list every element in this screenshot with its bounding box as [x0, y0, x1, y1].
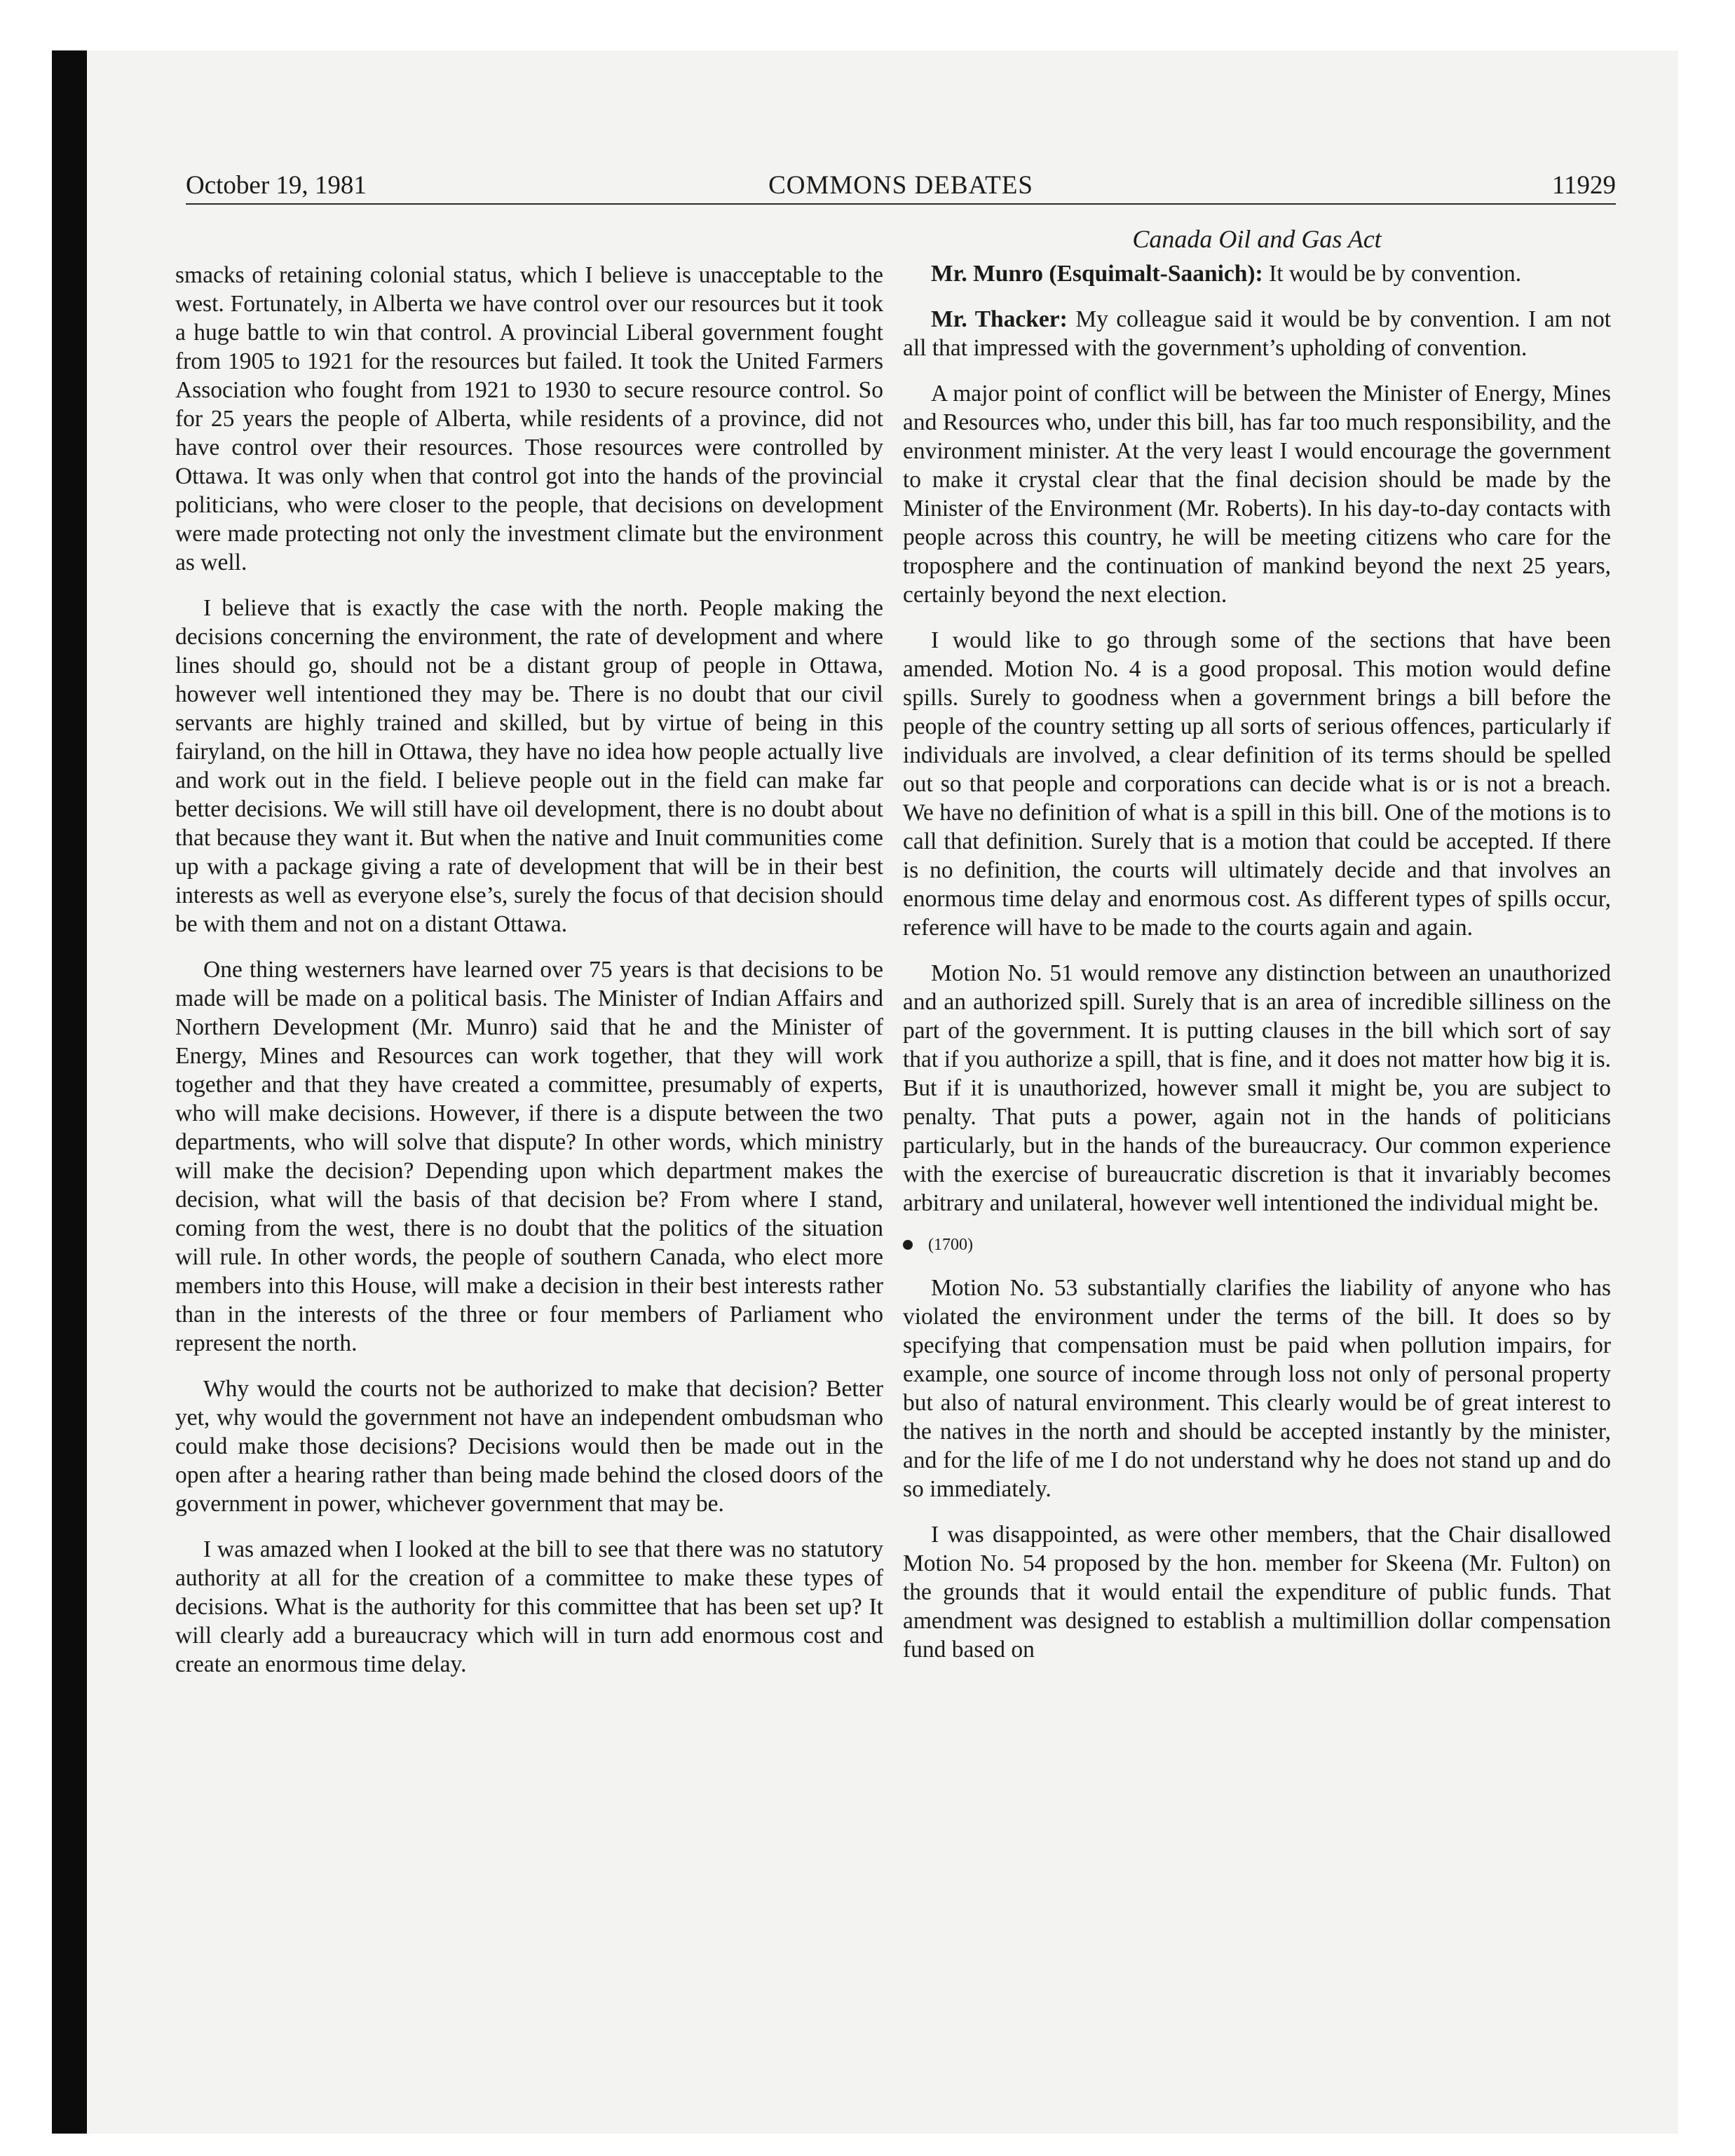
speech-text: It would be by convention.: [1269, 261, 1522, 287]
paragraph: smacks of retaining colonial status, which I believe is unacceptable to the west. Fortunately, in Alberta we have control over our resources but it took a huge battle to win that control. A provincial Liberal government fought from 1905 to 1921 for the resources but failed. It took the United Farmers Association who fought from 1921 to 1930 to secure resource control. So for 25 years the people of Alberta, while residents of a province, did not have control over their resources. Those resources were controlled by Ottawa. It was only when that control got into the hands of the provincial politicians, who were closer to the people, that decisions on development were made protecting not only the investment climate but the environment as well.: [175, 262, 883, 575]
paragraph: Why would the courts not be authorized to make that decision? Better yet, why would the government not have an independent ombudsman who could make those decisions? Decisions would then be made out in the open after a hearing rather than being made behind the closed doors of the government in power, whichever government that may be.: [175, 1376, 883, 1517]
header-date: October 19, 1981: [186, 171, 367, 200]
running-head: [186, 165, 1616, 205]
speech-paragraph: [903, 259, 1611, 288]
speech-paragraph: [903, 305, 1611, 362]
paragraph: A major point of conflict will be between the Minister of Energy, Mines and Resources who, under this bill, has far too much responsibility, and the environment minister. At the very least I would encourage the government to make it crystal clear that the final decision should be made by the Minister of the Environment (Mr. Roberts). In his day-to-day contacts with people across this country, he will be meeting citizens who care for the troposphere and the continuation of mankind beyond the next 25 years, certainly beyond the next election.: [903, 381, 1611, 608]
page-number: 11929: [1551, 171, 1616, 200]
bullet-icon: [903, 1240, 913, 1250]
paragraph: One thing westerners have learned over 75 years is that decisions to be made will be made on a political basis. The Minister of Indian Affairs and Northern Development (Mr. Munro) said that he and the Minister of Energy, Mines and Resources can work together, that they will work together and that they have created a committee, presumably of experts, who will make decisions. However, if there is a dispute between the two departments, who will solve that dispute? In other words, which ministry will make the decision? Depending upon which department makes the decision, what will the basis of that decision be? From where I stand, coming from the west, there is no doubt that the politics of the situation will rule. In other words, the people of southern Canada, who elect more members into this House, will make a decision in their best interests rather than in the interests of the three or four members of Parliament who represent the north.: [175, 957, 883, 1356]
right-column: [903, 223, 1611, 1681]
scan-binding-edge: [52, 50, 87, 2134]
header-rule: [186, 203, 1616, 205]
paragraph: I would like to go through some of the sections that have been amended. Motion No. 4 is a good proposal. This motion would define spills. Surely to goodness when a government brings a bill before the people of the country setting up all sorts of serious offences, particularly if individuals are involved, a clear definition of its terms should be spelled out so that people and corporations can decide what is or is not a breach. We have no definition of what is a spill in this bill. One of the motions is to call that definition. Surely that is a motion that could be accepted. If there is no definition, the courts will ultimately decide and that involves an enormous time delay and enormous cost. As different types of spills occur, reference will have to be made to the courts again and again.: [903, 627, 1611, 941]
timestamp-marker: [903, 1234, 1611, 1255]
paragraph: I was amazed when I looked at the bill to see that there was no statutory authority at all for the creation of a committee to make these types of decisions. What is the authority for this committee that has been set up? It will clearly add a bureaucracy which will in turn add enormous cost and create an enormous time delay.: [175, 1536, 883, 1677]
timestamp-text: (1700): [928, 1236, 973, 1254]
paragraph: Motion No. 53 substantially clarifies the liability of anyone who has violated the environment under the terms of the bill. It does so by specifying that compensation must be paid when pollution impairs, for example, one source of income through loss not only of personal property but also of natural environment. This clearly would be of great interest to the natives in the north and should be accepted instantly by the minister, and for the life of me I do not understand why he does not stand up and do so immediately.: [903, 1275, 1611, 1502]
paragraph: I believe that is exactly the case with the north. People making the decisions concerning the environment, the rate of development and where lines should go, should not be a distant group of people in Ottawa, however well intentioned they may be. There is no doubt that our civil servants are highly trained and skilled, but by virtue of being in this fairyland, on the hill in Ottawa, they have no idea how people actually live and work out in the field. I believe people out in the field can make far better decisions. We will still have oil development, there is no doubt about that because they want it. But when the native and Inuit communities come up with a package giving a rate of development that will be in their best interests as well as everyone else’s, surely the focus of that decision should be with them and not on a distant Ottawa.: [175, 595, 883, 937]
speech-text: My colleague said it would be by convention. I am not all that impressed with the government’s upholding of convention.: [903, 306, 1611, 361]
paragraph: Motion No. 51 would remove any distinction between an unauthorized and an authorized spill. Surely that is an area of incredible silliness on the part of the government. It is putting clauses in the bill which sort of say that if you authorize a spill, that is fine, and it does not matter how big it is. But if it is unauthorized, however small it might be, you are subject to penalty. That puts a power, again not in the hands of politicians particularly, but in the hands of the bureaucracy. Our common experience with the exercise of bureaucratic discretion is that it invariably becomes arbitrary and unilateral, however well intentioned the individual might be.: [903, 960, 1611, 1216]
header-title: COMMONS DEBATES: [768, 171, 1033, 200]
paragraph: I was disappointed, as were other members, that the Chair disallowed Motion No. 54 proposed by the hon. member for Skeena (Mr. Fulton) on the grounds that it would entail the expenditure of public funds. That amendment was designed to establish a multimillion dollar compensation fund based on: [903, 1522, 1611, 1663]
speaker-name: Mr. Munro (Esquimalt-Saanich):: [931, 261, 1263, 287]
left-column: [175, 261, 883, 1696]
section-heading: Canada Oil and Gas Act: [1132, 225, 1382, 253]
speaker-name: Mr. Thacker:: [931, 306, 1068, 332]
